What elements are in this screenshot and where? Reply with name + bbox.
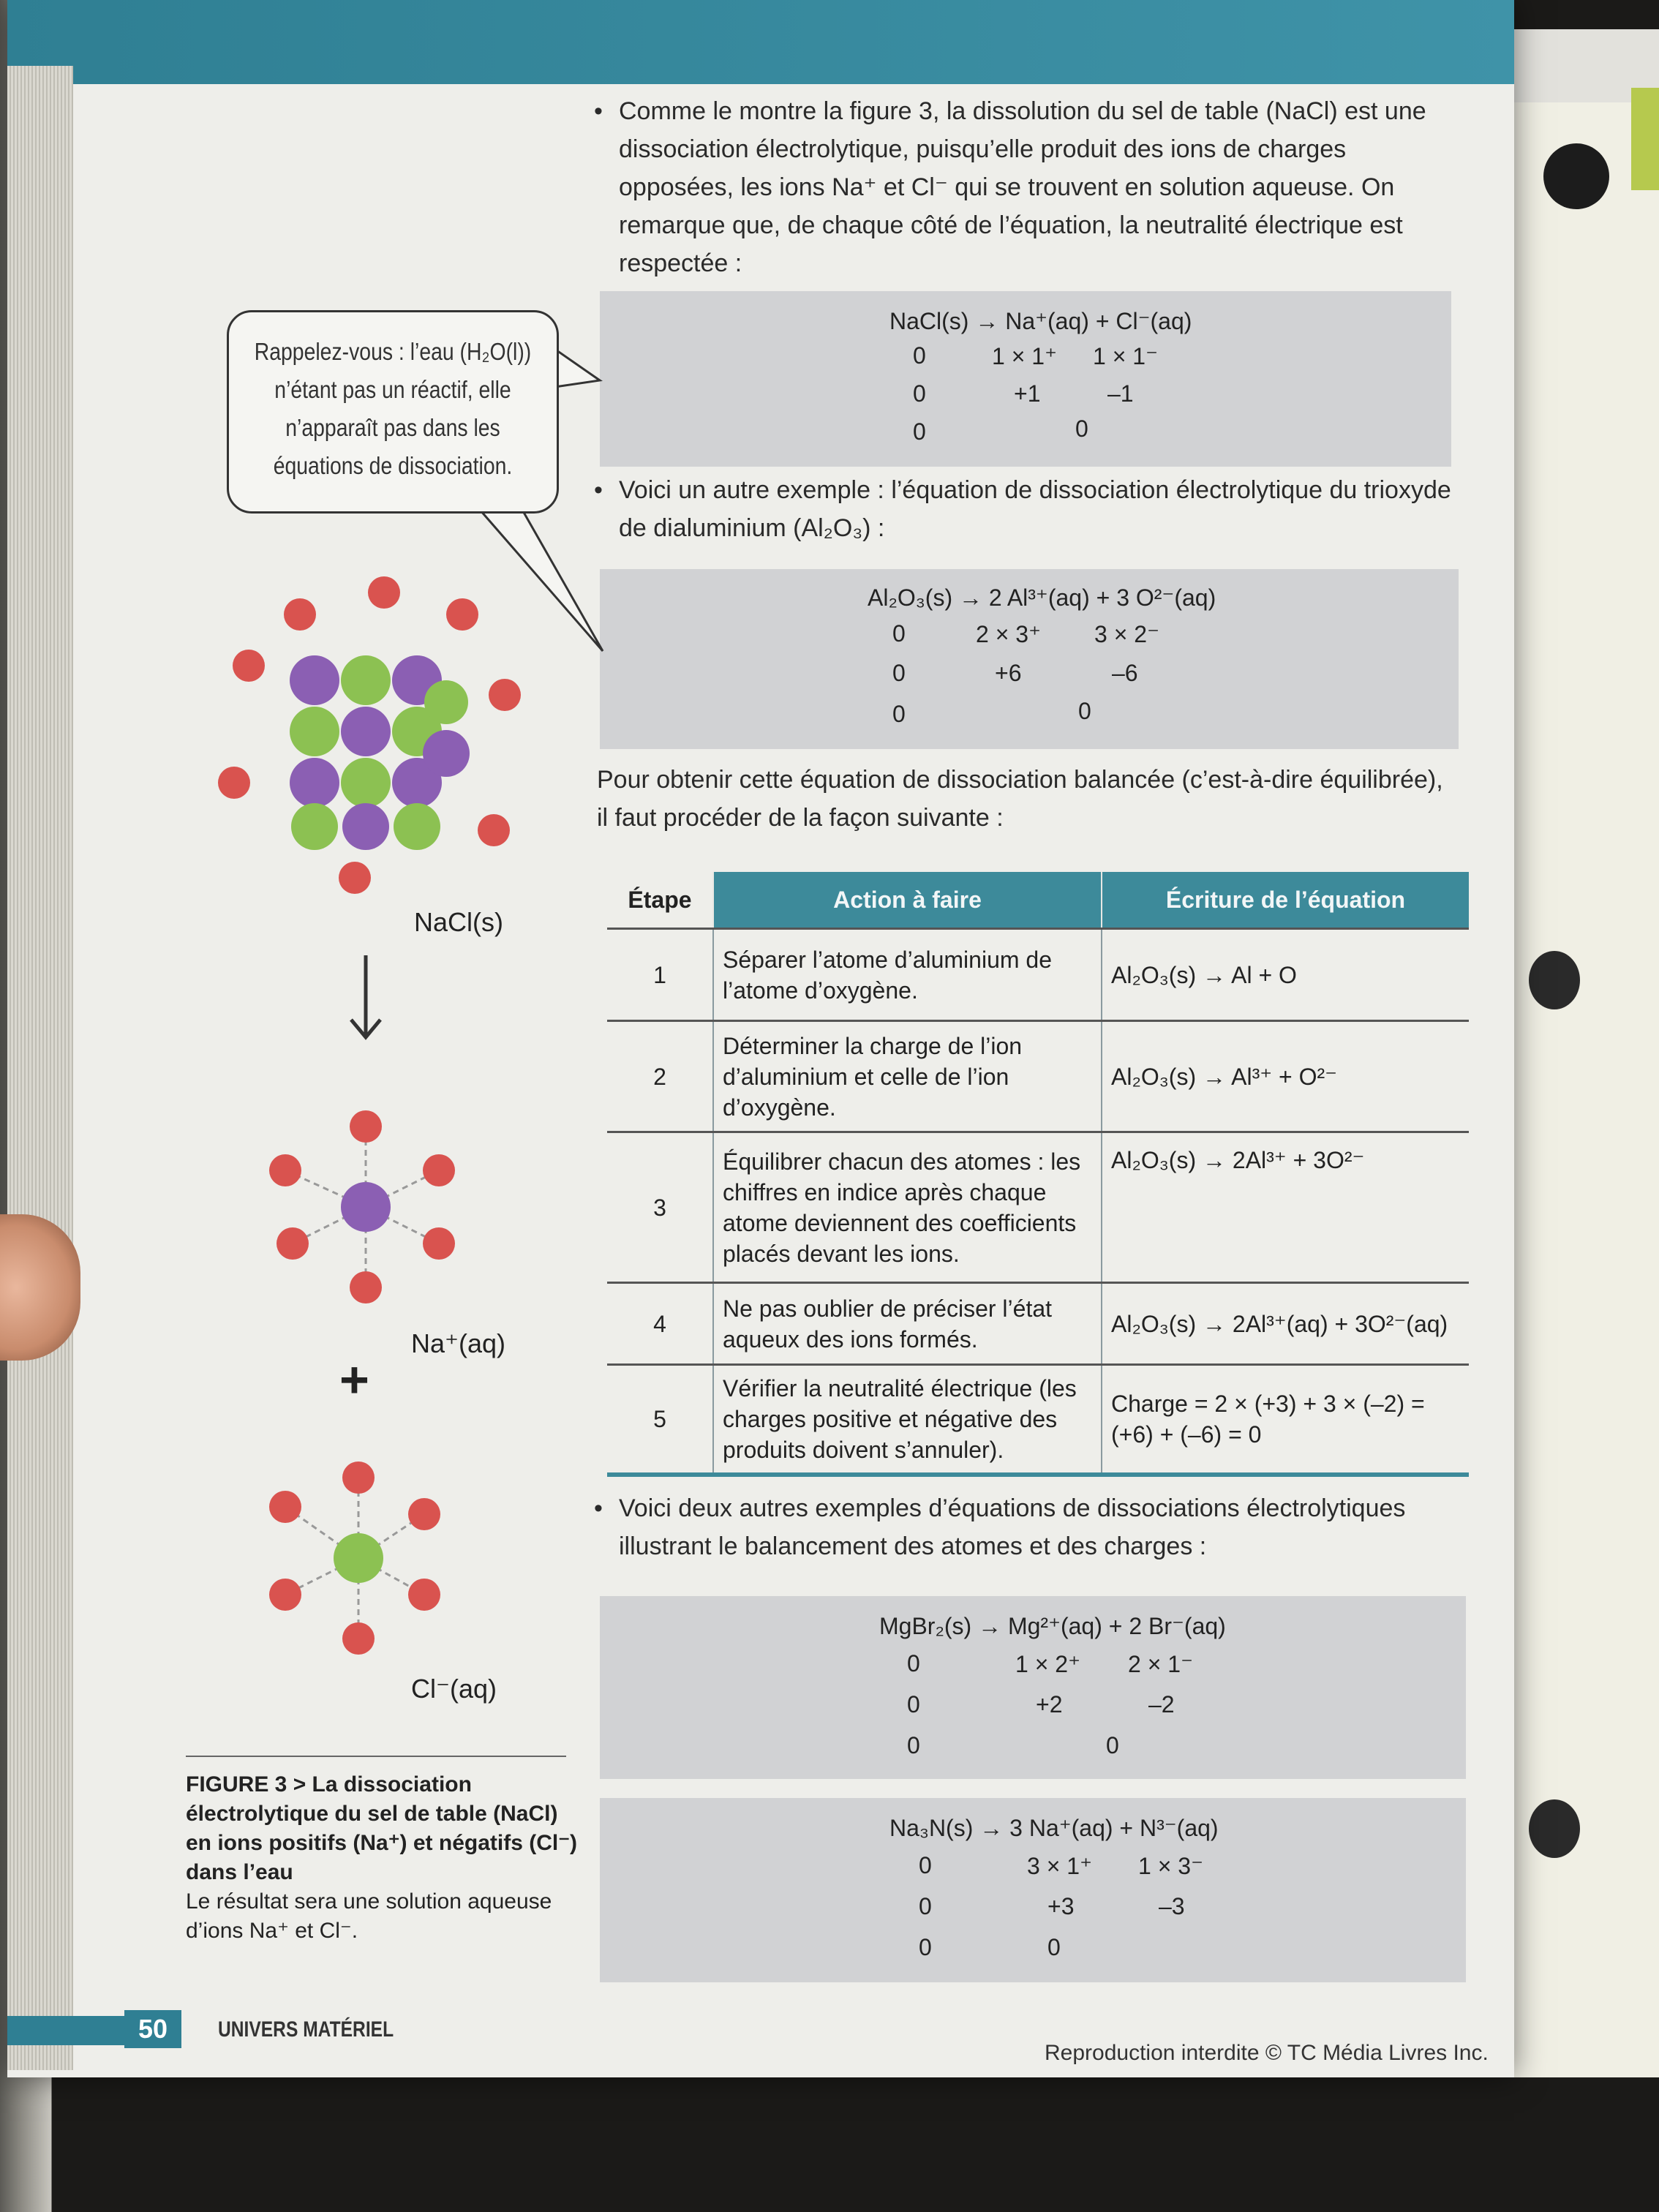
table-row — [607, 1283, 1469, 1365]
value: 1 × 1⁻ — [1093, 343, 1158, 369]
equation-text: Al₂O₃(s) → Al³⁺ + O²⁻ — [1102, 1021, 1469, 1132]
table-row — [607, 929, 1469, 1021]
value: 0 — [919, 1934, 932, 1960]
nacl-crystal-illustration — [205, 571, 527, 907]
value: 0 — [907, 1691, 920, 1718]
equation-box-nacl — [600, 291, 1451, 467]
caption-text: Le résultat sera une solution aqueuse d’ions Na⁺ et Cl⁻. — [186, 1889, 552, 1943]
equation: MgBr₂(s) → Mg²⁺(aq) + 2 Br⁻(aq) — [879, 1613, 1226, 1639]
caption-divider — [186, 1756, 566, 1757]
action-text: Équilibrer chacun des atomes : les chiffres en indice après chaque atome deviennent des coefficients placés devant les ions. — [713, 1132, 1102, 1283]
hydrated-sodium-ion — [256, 1097, 490, 1317]
equation-text: Al₂O₃(s) → 2Al³⁺ + 3O²⁻ — [1102, 1132, 1469, 1283]
table-row — [607, 1365, 1469, 1475]
value: 1 × 2⁺ — [1015, 1651, 1080, 1677]
binder-hole — [1529, 951, 1580, 1009]
equation-box-na3n — [600, 1798, 1466, 1982]
footer-title: UNIVERS MATÉRIEL — [218, 2017, 394, 2042]
footer-band — [7, 2016, 124, 2045]
value: –1 — [1107, 380, 1134, 407]
equation-box-al2o3 — [600, 569, 1459, 749]
value: 0 — [1106, 1732, 1119, 1758]
value: 1 × 1⁺ — [992, 343, 1057, 369]
steps-table — [607, 872, 1469, 1477]
value: 0 — [919, 1893, 932, 1919]
value: 0 — [1075, 415, 1088, 442]
label-nacl: NaCl(s) — [414, 907, 503, 937]
value: 0 — [913, 380, 926, 407]
value: 0 — [907, 1650, 920, 1677]
bullet-paragraph-3: • Voici deux autres exemples d’équations de dissociations électrolytiques illustrant le balancement des atomes et des charges : — [594, 1494, 1406, 1560]
caption-title: FIGURE 3 > La dissociation électrolytique du sel de table (NaCl) en ions positifs (Na⁺) et négatifs (Cl⁻) dans l’eau — [186, 1772, 578, 1884]
value: 0 — [892, 660, 906, 686]
header-equation: Écriture de l’équation — [1102, 872, 1469, 929]
next-page-edge — [1507, 29, 1659, 2070]
bullet-paragraph-1: • Comme le montre la figure 3, la dissolution du sel de table (NaCl) est une dissociation électrolytique, puisqu’elle produit des ions de charges opposées, les ions Na⁺ et Cl⁻ qui se trouvent en solution aqueuse. On remarque que, de chaque côté de l’équation, la neutralité électrique est respectée : — [594, 97, 1426, 277]
equation-text: Al₂O₃(s) → Al + O — [1102, 929, 1469, 1021]
value: +2 — [1036, 1691, 1063, 1718]
step-number: 5 — [607, 1365, 713, 1475]
value: 2 × 3⁺ — [976, 621, 1041, 647]
figure-caption — [186, 1770, 581, 1946]
value: 0 — [913, 342, 926, 369]
value: 1 × 3⁻ — [1138, 1853, 1203, 1879]
value: +1 — [1014, 380, 1041, 407]
value: 0 — [919, 1852, 932, 1878]
label-cl-aq: Cl⁻(aq) — [411, 1674, 497, 1704]
step-number: 1 — [607, 929, 713, 1021]
page-number: 50 — [124, 2010, 181, 2048]
step-number: 3 — [607, 1132, 713, 1283]
plus-sign: + — [339, 1351, 369, 1408]
value: –3 — [1159, 1893, 1185, 1919]
value: 3 × 2⁻ — [1094, 621, 1159, 647]
value: 0 — [1078, 698, 1091, 724]
equation-text: Charge = 2 × (+3) + 3 × (–2) = (+6) + (–6) = 0 — [1102, 1365, 1469, 1475]
header-action: Action à faire — [713, 872, 1102, 929]
equation: NaCl(s) → Na⁺(aq) + Cl⁻(aq) — [889, 308, 1192, 334]
value: 0 — [1047, 1934, 1061, 1960]
header-step: Étape — [628, 886, 692, 913]
action-text: Séparer l’atome d’aluminium de l’atome d’oxygène. — [713, 929, 1102, 1021]
action-text: Déterminer la charge de l’ion d’aluminium et celle de l’ion d’oxygène. — [713, 1021, 1102, 1132]
value: 2 × 1⁻ — [1128, 1651, 1193, 1677]
bullet-paragraph-2: • Voici un autre exemple : l’équation de dissociation électrolytique du trioxyde de dialuminium (Al₂O₃) : — [594, 476, 1451, 542]
equation: Na₃N(s) → 3 Na⁺(aq) + N³⁻(aq) — [889, 1815, 1219, 1841]
hydrated-chloride-ion — [256, 1456, 490, 1660]
value: –6 — [1112, 660, 1138, 686]
copyright: Reproduction interdite © TC Média Livres Inc. — [1045, 2041, 1489, 2065]
procedure-paragraph: Pour obtenir cette équation de dissociation balancée (c’est-à-dire équilibrée), il faut procéder de la façon suivante : — [597, 766, 1443, 832]
step-number: 4 — [607, 1283, 713, 1365]
table-row — [607, 1021, 1469, 1132]
value: –2 — [1148, 1691, 1175, 1718]
equation-box-mgbr2 — [600, 1596, 1466, 1779]
binder-hole — [1543, 143, 1609, 209]
action-text: Ne pas oublier de préciser l’état aqueux des ions formés. — [713, 1283, 1102, 1365]
binder-hole — [1529, 1799, 1580, 1858]
value: +3 — [1047, 1893, 1075, 1919]
value: 3 × 1⁺ — [1027, 1853, 1092, 1879]
equation-text: Al₂O₃(s) → 2Al³⁺(aq) + 3O²⁻(aq) — [1102, 1283, 1469, 1365]
value: 0 — [913, 418, 926, 445]
table-row — [607, 1132, 1469, 1283]
equation: Al₂O₃(s) → 2 Al³⁺(aq) + 3 O²⁻(aq) — [868, 584, 1216, 611]
label-na-aq: Na⁺(aq) — [411, 1328, 506, 1358]
reminder-bubble — [227, 310, 559, 514]
value: 0 — [892, 620, 906, 647]
textbook-page — [7, 0, 1514, 2077]
action-text: Vérifier la neutralité électrique (les charges positive et négative des produits doivent s’annuler). — [713, 1365, 1102, 1475]
value: +6 — [995, 660, 1022, 686]
step-number: 2 — [607, 1021, 713, 1132]
value: 0 — [892, 701, 906, 727]
bubble-text: Rappelez-vous : l’eau (H₂O(l)) n’étant pas un réactif, elle n’apparaît pas dans les équations de dissociation. — [254, 338, 532, 479]
value: 0 — [907, 1732, 920, 1758]
down-arrow-icon — [344, 955, 388, 1043]
